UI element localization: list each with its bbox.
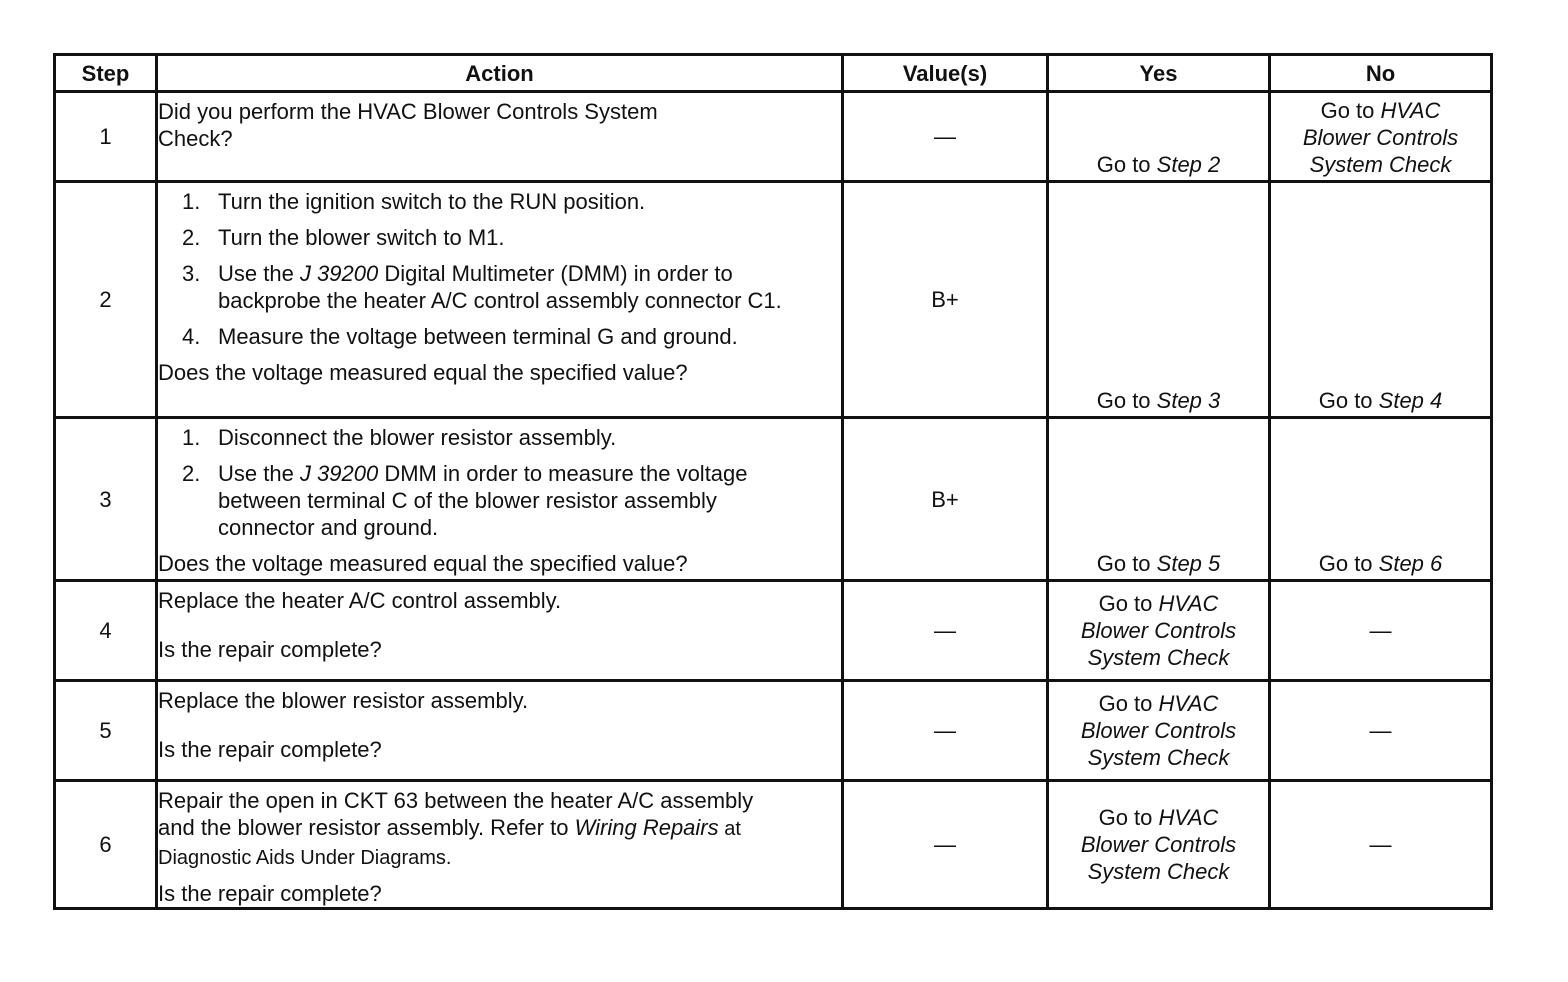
yes-target: HVAC Blower Controls System Check (1080, 691, 1237, 770)
step-number: 4 (55, 581, 157, 681)
yes-prefix: Go to (1096, 152, 1157, 177)
table-row (55, 581, 1492, 681)
reference-tail: at Diagnostic Aids Under Diagrams. (158, 818, 741, 869)
table-row (55, 418, 1492, 581)
action-cell (157, 581, 843, 681)
question-text: Does the voltage measured equal the specified value? (158, 360, 688, 385)
header-step: Step (55, 55, 157, 92)
action-text: Repair the open in CKT 63 between the heater A/C assembly and the blower resistor assembly. Refer to (158, 788, 754, 840)
value-cell: — (843, 681, 1048, 781)
list-item: 3. Use the J 39200 Digital Multimeter (DMM) in order to backprobe the heater A/C control assembly connector C1. (182, 261, 782, 313)
step-number: 5 (55, 681, 157, 781)
question-text: Is the repair complete? (158, 637, 382, 662)
action-cell (157, 681, 843, 781)
list-item: 4. Measure the voltage between terminal G and ground. (182, 324, 738, 349)
action-text: Did you perform the HVAC Blower Controls System Check? (158, 99, 658, 151)
value-cell: B+ (843, 182, 1048, 418)
no-cell: Go to Step 4 (1270, 182, 1492, 418)
yes-cell (1048, 92, 1270, 182)
question-text: Does the voltage measured equal the specified value? (158, 551, 688, 576)
question-text: Is the repair complete? (158, 737, 382, 762)
no-target: Step 6 (1378, 551, 1443, 576)
yes-cell: Go to Step 3 (1048, 182, 1270, 418)
no-cell: — (1270, 781, 1492, 909)
header-row (55, 55, 1492, 92)
no-target: HVAC Blower Controls System Check (1302, 98, 1459, 177)
list-item: 1. Turn the ignition switch to the RUN position. (182, 189, 646, 214)
step-number: 3 (55, 418, 157, 581)
yes-cell: Go to HVAC Blower Controls System Check (1048, 681, 1270, 781)
tool-reference: J 39200 (299, 261, 379, 286)
yes-target: Step 3 (1156, 388, 1221, 413)
table-row (55, 781, 1492, 909)
list-item: 1. Disconnect the blower resistor assembly. (182, 425, 617, 450)
header-values: Value(s) (843, 55, 1048, 92)
table-row (55, 182, 1492, 418)
yes-target: HVAC Blower Controls System Check (1080, 805, 1237, 884)
question-text: Is the repair complete? (158, 881, 382, 906)
no-target: Step 4 (1378, 388, 1443, 413)
reference-title: Wiring Repairs (574, 815, 719, 840)
value-cell: — (843, 781, 1048, 909)
step-number: 6 (55, 781, 157, 909)
action-cell (157, 418, 843, 581)
yes-target: Step 5 (1156, 551, 1221, 576)
procedure-list (158, 424, 841, 541)
step-number: 2 (55, 182, 157, 418)
no-cell: Go to Step 6 (1270, 418, 1492, 581)
list-item: 2. Use the J 39200 DMM in order to measure the voltage between terminal C of the blower resistor assembly connector and ground. (182, 461, 748, 540)
tool-reference: J 39200 (299, 461, 379, 486)
diagnostic-table (53, 53, 1493, 910)
table-row (55, 92, 1492, 182)
value-cell: — (843, 581, 1048, 681)
action-cell (157, 781, 843, 909)
step-number: 1 (55, 92, 157, 182)
list-item: 2. Turn the blower switch to M1. (182, 225, 505, 250)
yes-cell: Go to HVAC Blower Controls System Check (1048, 781, 1270, 909)
value-cell: B+ (843, 418, 1048, 581)
action-cell (157, 92, 843, 182)
yes-cell: Go to Step 5 (1048, 418, 1270, 581)
table-row (55, 681, 1492, 781)
no-prefix: Go to (1320, 98, 1381, 123)
yes-target: HVAC Blower Controls System Check (1080, 591, 1237, 670)
action-text: Replace the blower resistor assembly. (158, 688, 529, 713)
action-text: Replace the heater A/C control assembly. (158, 588, 562, 613)
no-cell (1270, 92, 1492, 182)
header-yes: Yes (1048, 55, 1270, 92)
yes-target: Step 2 (1156, 152, 1221, 177)
yes-cell: Go to HVAC Blower Controls System Check (1048, 581, 1270, 681)
header-no: No (1270, 55, 1492, 92)
action-cell (157, 182, 843, 418)
procedure-list (158, 188, 841, 350)
header-action: Action (157, 55, 843, 92)
no-cell: — (1270, 681, 1492, 781)
no-cell: — (1270, 581, 1492, 681)
value-cell: — (843, 92, 1048, 182)
